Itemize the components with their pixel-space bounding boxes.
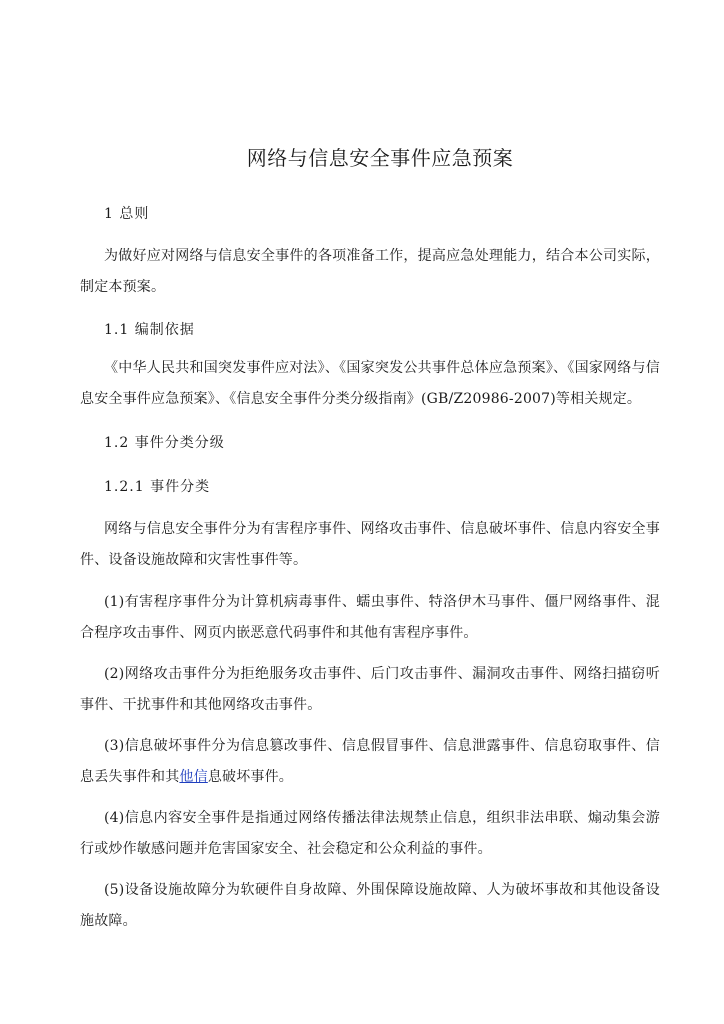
section-heading-general: 1 总则 [104, 206, 150, 222]
document-title: 网络与信息安全事件应急预案 [246, 146, 514, 170]
paragraph-basis: 《中华人民共和国突发事件应对法》、《国家突发公共事件总体应急预案》、《国家网络与信息安全事件应急预案》、《信息安全事件分类分级指南》(GB/Z20986-2007)等相关规定。 [80, 360, 660, 407]
inline-link[interactable]: 他信 [179, 769, 208, 785]
paragraph-event-types: 网络与信息安全事件分为有害程序事件、网络攻击事件、信息破坏事件、信息内容安全事件、设备设施故障和灾害性事件等。 [80, 521, 660, 568]
paragraph-information-destruction [80, 731, 660, 793]
paragraph-purpose: 为做好应对网络与信息安全事件的各项准备工作，提高应急处理能力，结合本公司实际，制定本预案。 [80, 248, 660, 295]
paragraph-equipment-failure: (5)设备设施故障分为软硬件自身故障、外围保障设施故障、人为破坏事故和其他设备设施故障。 [80, 882, 660, 929]
section-heading-classification-grading: 1.2 事件分类分级 [104, 435, 225, 451]
paragraph-text-before-link: (3)信息破坏事件分为信息篡改事件、信息假冒事件、信息泄露事件、信息窃取事件、信息丢失事件和其 [80, 738, 660, 785]
section-heading-classification: 1.2.1 事件分类 [104, 479, 211, 495]
section-heading-basis: 1.1 编制依据 [104, 322, 195, 338]
paragraph-harmful-programs: (1)有害程序事件分为计算机病毒事件、蠕虫事件、特洛伊木马事件、僵尸网络事件、混合程序攻击事件、网页内嵌恶意代码事件和其他有害程序事件。 [80, 594, 660, 641]
paragraph-text-after-link: 息破坏事件。 [207, 769, 294, 785]
paragraph-network-attacks: (2)网络攻击事件分为拒绝服务攻击事件、后门攻击事件、漏洞攻击事件、网络扫描窃听事件、干扰事件和其他网络攻击事件。 [80, 666, 660, 713]
paragraph-content-security: (4)信息内容安全事件是指通过网络传播法律法规禁止信息，组织非法串联、煽动集会游行或炒作敏感问题并危害国家安全、社会稳定和公众利益的事件。 [80, 810, 660, 857]
